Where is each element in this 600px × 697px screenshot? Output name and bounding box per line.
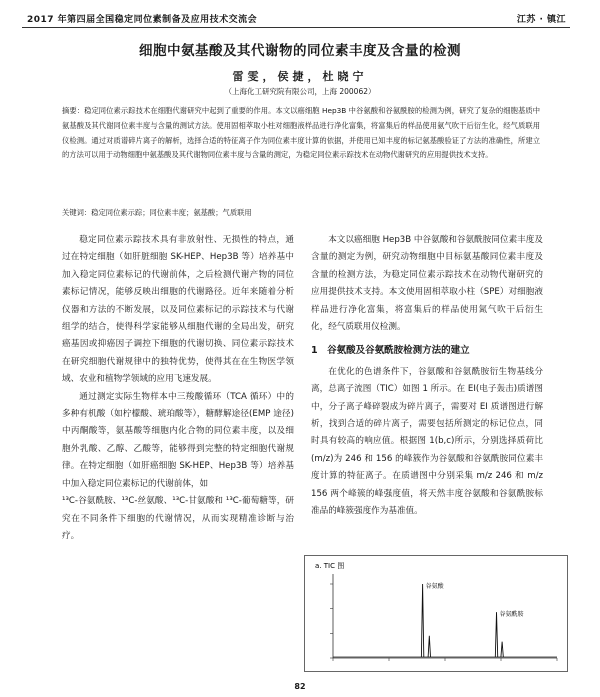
peak-label: 谷氨酰胺 [499, 611, 524, 619]
left-paragraph-2-cont: ¹³C-谷氨酰胺、¹³C-丝氨酸、¹³C-甘氨酸和 ¹³C-葡萄糖等，研究在不同条件下细胞的代谢情况，从而实现精准诊断与治疗。 [62, 496, 294, 541]
peak-1 [421, 584, 423, 657]
left-paragraph-1: 稳定同位素示踪技术具有非放射性、无损性的特点，通过在特定细胞（如肝脏细胞 SK-HEP、Hep3B 等）培养基中加入稳定同位素标记的代谢前体，之后检测代谢产物的同位素标记情况，能够反映出细胞的代谢路径。近年来随着分析仪器和方法的不断发展，以及同位素标记的示踪技术与代谢组学的结合，使得科学家能够从细胞代谢的全局出发，研究癌基因或抑癌因子调控下细胞的代谢切换、同位素示踪技术在研究细胞代谢规律中的独特优势，使得其在在生物医学领域、农业和植物学领域的应用飞速发展。 [62, 235, 294, 385]
peaks-layer [330, 582, 557, 661]
location-header: 江苏 · 镇江 [516, 15, 566, 25]
tic-chart [304, 555, 568, 672]
peak-label: 谷氨酸 [425, 583, 444, 590]
peak-2 [428, 636, 430, 657]
paper-title: 细胞中氨基酸及其代谢物的同位素丰度及含量的检测 [139, 43, 461, 59]
tic-chart-svg [305, 556, 567, 671]
peak-4 [501, 642, 503, 657]
authors: 雷雯，侯捷，杜晓宁 [232, 70, 368, 83]
right-paragraph-2: 在优化的色谱条件下，谷氨酸和谷氨酰胺衍生物基线分离，总离子流图（TIC）如图 1 所示。在 EI(电子轰击)质谱图中，分子离子峰碎裂成为碎片离子，需要对 EI 质谱图进行解析，找到合适的碎片离子，需要包括所测定的标记位点，同时具有较高的响应值。根据图 1(b,c)所示，分别选择质荷比(m/z)为 246 和 156 的峰簇作为谷氨酸和谷氨酰胺同位素丰度计算的特征离子。在质谱图中分别采集 m/z 246 和 m/z 156 两个峰簇的峰强度值，将天然丰度谷氨酸和谷氨酰胺标准品的峰簇强度作为基准值。 [311, 366, 543, 517]
page-number: 82 [294, 682, 306, 691]
abstract: 摘要：稳定同位素示踪技术在细胞代谢研究中起到了重要的作用。本文以癌细胞 Hep3B 中谷氨酸和谷氨酰胺的检测为例，研究了复杂的细胞基质中氨基酸及其代谢同位素丰度与含量的测试方法。使用固相萃取小柱对细胞液样品进行净化富集，将富集后的样品使用氨气吹干后衍生化，经气质联用仪检测。通过对质谱碎片离子的解析，选择合适的特征离子作为同位素丰度计算的依据，并使用已知丰度的标记氨基酸验证了方法的准确性，所建立的方法可以用于动物细胞中氨基酸及其代谢物同位素丰度与含量的测定，为稳定同位素示踪技术在动物代谢研究的应用提供技术支持。 [62, 106, 540, 160]
left-column [62, 232, 294, 545]
affiliation: （上海化工研究院有限公司，上海 200062） [224, 87, 376, 96]
peak-3 [495, 612, 497, 657]
right-paragraph-1: 本文以癌细胞 Hep3B 中谷氨酸和谷氨酰胺同位素丰度及含量的测定为例，研究动物细胞中目标氨基酸同位素丰度及含量的检测方法，为稳定同位素示踪技术在动物代谢研究的应用提供技术支持。本文使用固相萃取小柱（SPE）对细胞液样品进行净化富集，将富集后的样品使用氮气吹干后衍生化，经气质联用仪检测。 [311, 235, 543, 333]
keywords: 关键词：稳定同位素示踪；同位素丰度；氨基酸；气质联用 [62, 208, 252, 217]
left-paragraph-2: 通过测定实际生物样本中三羧酸循环（TCA 循环）中的多种有机酸（如柠檬酸、琥珀酸等），糖酵解途径(EMP 途径)中丙酮酸等，氨基酸等细胞内化合物的同位素丰度，以及细胞外乳酸、乙醇、乙酸等，能够得到完整的特定细胞代谢规律。在特定细胞（如肝癌细胞 SK-HEP、Hep3B 等）培养基中加入稳定同位素标记的代谢前体，如 [62, 391, 294, 489]
section-heading: 1 谷氨酸及谷氨酰胺检测方法的建立 [311, 345, 470, 357]
conference-header: 2017 年第四届全国稳定同位素制备及应用技术交流会 [27, 15, 258, 25]
chart-title: a. TIC 图 [315, 562, 345, 570]
header-rule [22, 27, 570, 28]
right-column [311, 232, 543, 521]
